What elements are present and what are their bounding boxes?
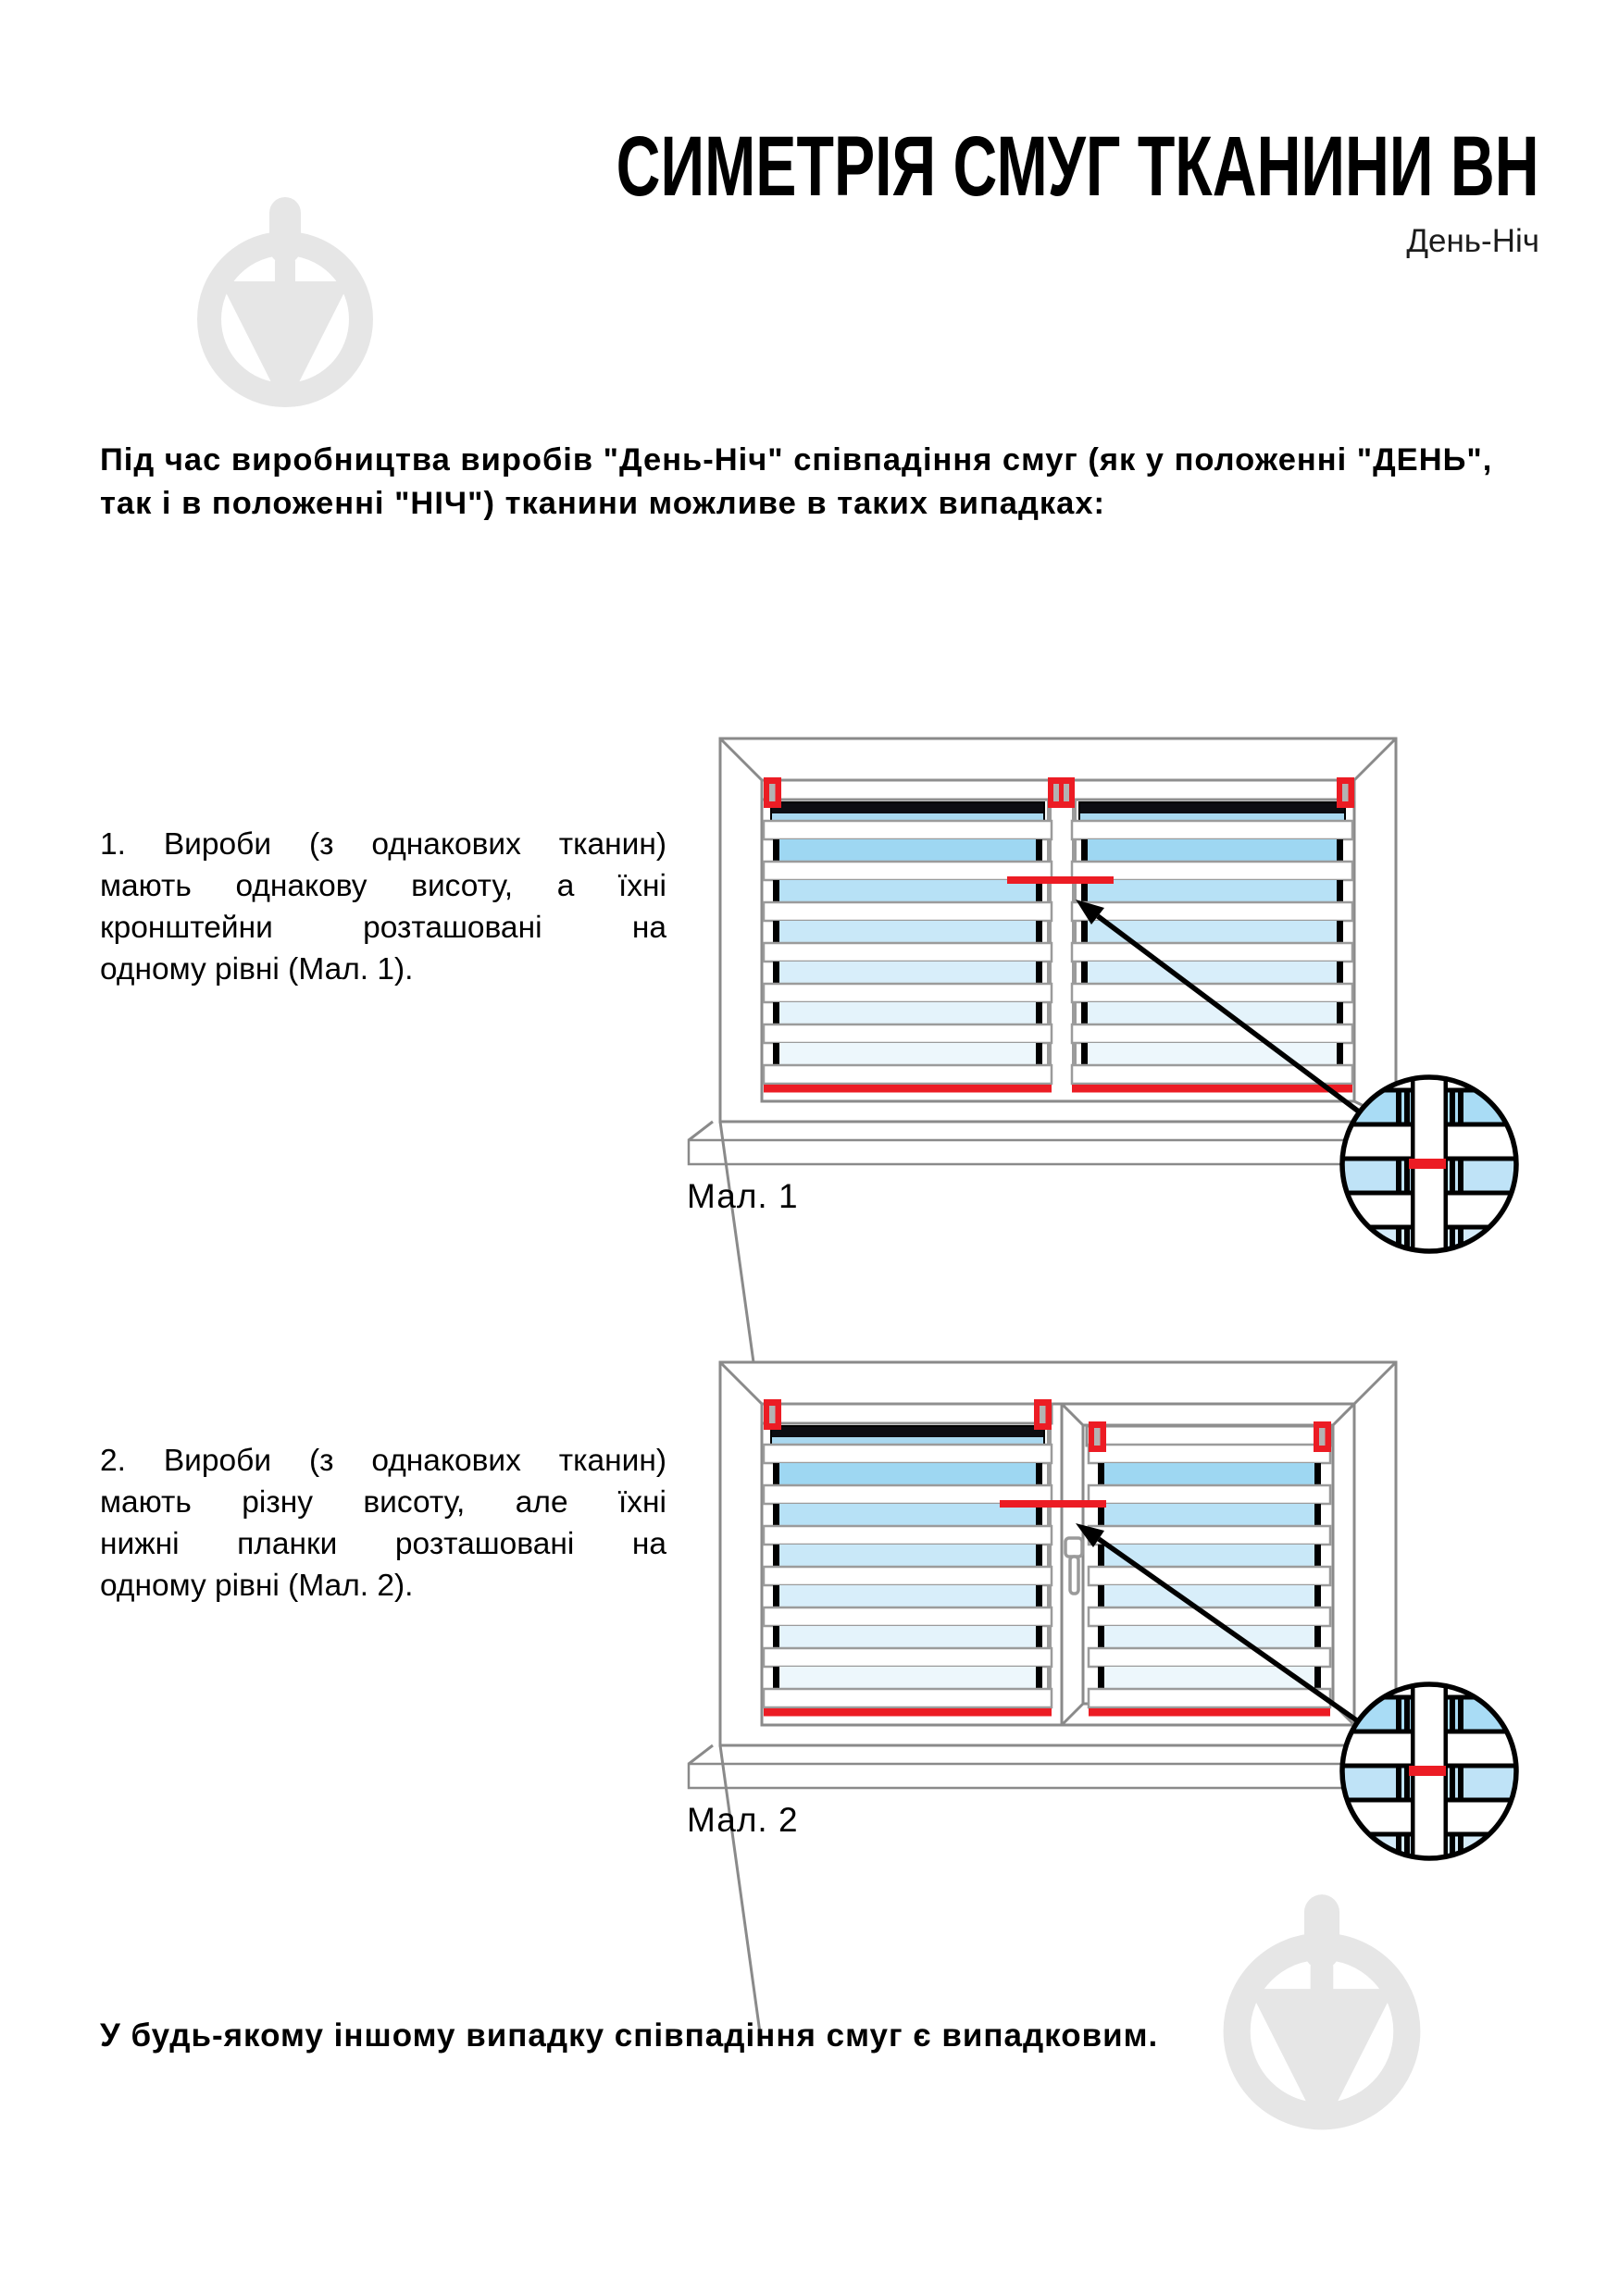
alignment-mark bbox=[1409, 1159, 1446, 1169]
figure-1-window-diagram bbox=[689, 738, 1517, 1422]
watermark-trowel-icon bbox=[1237, 1894, 1407, 2116]
day-night-blind bbox=[1072, 802, 1352, 1093]
item-2-line: 2. Вироби (з однакових тканин) bbox=[100, 1444, 666, 1478]
figure-2-window-diagram bbox=[689, 1362, 1517, 2046]
stripe-alignment-line bbox=[1000, 1500, 1106, 1508]
figure-1-caption: Мал. 1 bbox=[687, 1177, 799, 1215]
item-2-line: нижні планки розташовані на bbox=[100, 1527, 666, 1561]
bracket-mark bbox=[1048, 777, 1075, 808]
bracket-mark bbox=[764, 777, 781, 808]
bracket-mark bbox=[764, 1399, 781, 1430]
item-1-line: 1. Вироби (з однакових тканин) bbox=[100, 827, 666, 862]
item-2-line: одному рівні (Мал. 2). bbox=[100, 1569, 414, 1603]
item-2-line: мають різну висоту, але їхні bbox=[100, 1485, 666, 1520]
headrail bbox=[1087, 1426, 1332, 1446]
bottom-bar bbox=[764, 1085, 1052, 1093]
item-1-paragraph bbox=[100, 824, 666, 990]
day-night-blind bbox=[764, 802, 1052, 1093]
bracket-mark bbox=[1034, 1399, 1052, 1430]
page-subtitle: День-Ніч bbox=[1406, 223, 1539, 259]
item-1-line: кронштейни розташовані на bbox=[100, 911, 666, 945]
bracket-mark bbox=[1314, 1421, 1331, 1452]
intro-paragraph bbox=[100, 439, 1492, 526]
intro-line-1: Під час виробництва виробів "День-Ніч" співпадіння смуг (як у положенні "ДЕНЬ", bbox=[100, 442, 1493, 478]
detail-magnifier-circle bbox=[1341, 1076, 1517, 1258]
stripe-alignment-line bbox=[1007, 876, 1114, 884]
detail-magnifier-circle bbox=[1341, 1683, 1517, 1865]
intro-line-2: так і в положенні "НІЧ") тканини можливе в таких випадках: bbox=[100, 486, 1106, 521]
item-1-line: мають однакову висоту, а їхні bbox=[100, 869, 666, 903]
bottom-bar bbox=[1089, 1708, 1330, 1717]
bottom-bar bbox=[1072, 1085, 1352, 1093]
footer-note: У будь-якому іншому випадку співпадіння смуг є випадковим. bbox=[100, 2017, 1159, 2054]
watermark-trowel-icon bbox=[209, 197, 361, 395]
alignment-mark bbox=[1409, 1766, 1446, 1776]
item-2-paragraph bbox=[100, 1440, 666, 1607]
bracket-mark bbox=[1089, 1421, 1106, 1452]
bottom-bar bbox=[764, 1708, 1052, 1717]
page-title: СИМЕТРІЯ СМУГ ТКАНИНИ ВН bbox=[616, 119, 1539, 214]
headrail bbox=[762, 1404, 1052, 1423]
figure-2-caption: Мал. 2 bbox=[687, 1801, 799, 1839]
bracket-mark bbox=[1337, 777, 1354, 808]
day-night-blind bbox=[764, 1426, 1052, 1717]
item-1-line: одному рівні (Мал. 1). bbox=[100, 952, 414, 987]
